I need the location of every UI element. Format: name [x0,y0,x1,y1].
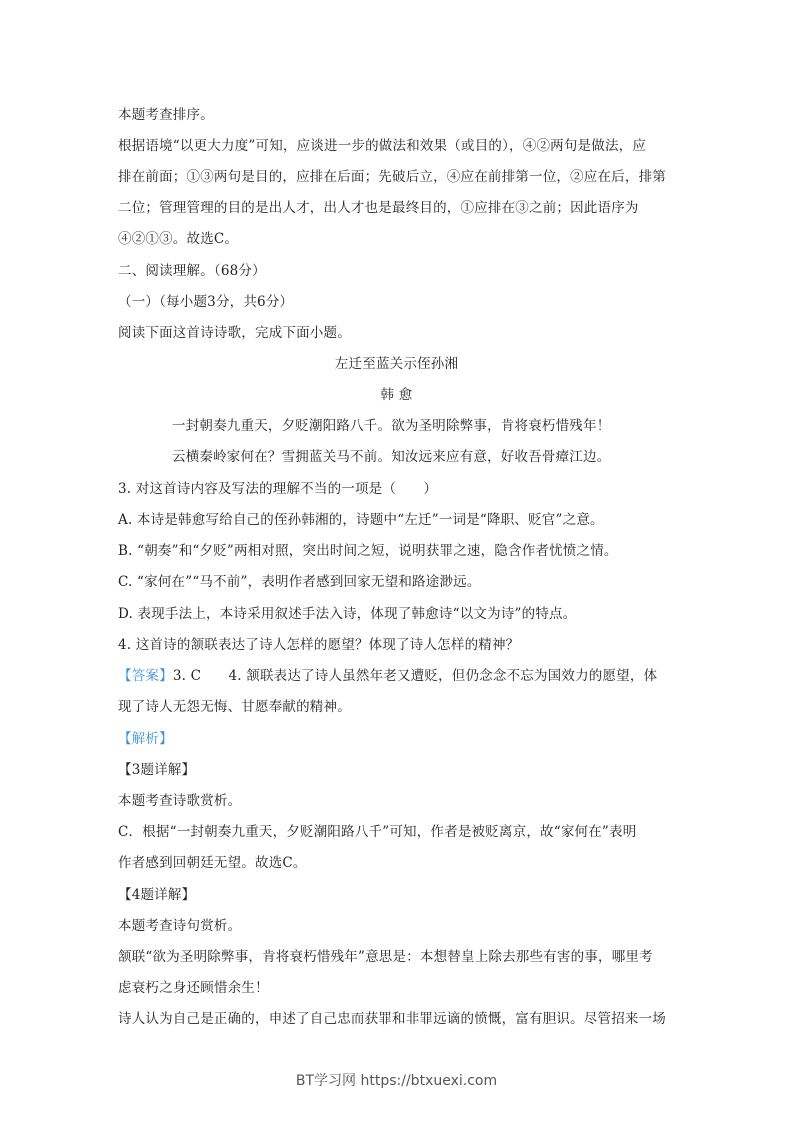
q3-detail-heading: 【3题详解】 [118,762,196,778]
question-3-stem: 3. 对这首诗内容及写法的理解不当的一项是（ ） [118,481,438,497]
question-3-option-c: C. “家何在”“马不前”，表明作者感到回家无望和路途渺远。 [118,574,481,590]
q3-detail-line-2: 作者感到回朝廷无望。故选C。 [118,855,307,871]
analysis-line-2: 排在前面；①③两句是目的，应排在后面；先破后立，④应在前排第一位，②应在后，排第 [118,169,666,185]
explanation-label: 【解析】 [118,731,173,747]
poem-author: 韩 愈 [380,387,413,403]
q4-detail-heading: 【4题详解】 [118,887,196,903]
answer-line-1 [118,667,657,685]
poem-line-1: 一封朝奏九重天，夕贬潮阳路八千。欲为圣明除弊事，肯将衰朽惜残年！ [172,418,611,434]
section-subheading: （一）（每小题3分，共6分） [118,294,294,310]
answer-text-1: 3. C 4. 颔联表达了诗人虽然年老又遭贬，但仍念念不忘为国效力的愿望，体 [172,668,658,684]
question-3-option-d: D. 表现手法上，本诗采用叙述手法入诗，体现了韩愈诗“以文为诗”的特点。 [118,606,577,622]
q4-detail-line-1: 颔联“欲为圣明除弊事，肯将衰朽惜残年”意思是：本想替皇上除去那些有害的事，哪里考 [118,949,653,965]
answer-line-2: 现了诗人无怨无悔、甘愿奉献的精神。 [118,699,351,715]
q4-detail-line-3: 诗人认为自己是正确的，申述了自己忠而获罪和非罪远谪的愤慨，富有胆识。尽管招来一场 [118,1011,666,1027]
q4-detail-line-2: 虑衰朽之身还顾惜余生！ [118,980,269,996]
analysis-line-4: ④②①③。故选C。 [118,231,239,247]
section-heading: 二、阅读理解。（68分） [118,263,266,279]
analysis-line-3: 二位；管理管理的目的是出人才，出人才也是最终目的，①应排在③之前；因此语序为 [118,200,639,216]
question-4-stem: 4. 这首诗的颔联表达了诗人怎样的愿望？体现了诗人怎样的精神？ [118,637,520,653]
footer-watermark: BT学习网 https://btxuexi.com [295,1073,498,1089]
answer-label: 【答案】 [118,668,173,684]
q3-detail-topic: 本题考查诗歌赏析。 [118,793,242,809]
q4-detail-topic: 本题考查诗句赏析。 [118,918,242,934]
poem-title: 左迁至蓝关示侄孙湘 [334,356,459,372]
question-3-option-a: A. 本诗是韩愈写给自己的侄孙韩湘的，诗题中“左迁”一词是“降职、贬官”之意。 [118,512,604,528]
poem-line-2: 云横秦岭家何在？雪拥蓝关马不前。知汝远来应有意，好收吾骨瘴江边。 [172,449,611,465]
reading-instruction: 阅读下面这首诗诗歌，完成下面小题。 [118,325,351,341]
question-3-option-b: B. “朝奏”和“夕贬”两相对照，突出时间之短，说明获罪之速，隐含作者忧愤之情。 [118,543,618,559]
topic-sorting: 本题考查排序。 [118,107,214,123]
analysis-line-1: 根据语境“以更大力度”可知，应谈进一步的做法和效果（或目的），④②两句是做法，应 [118,138,647,154]
q3-detail-line-1: C．根据“一封朝奏九重天，夕贬潮阳路八千”可知，作者是被贬离京，故“家何在”表明 [118,824,637,840]
